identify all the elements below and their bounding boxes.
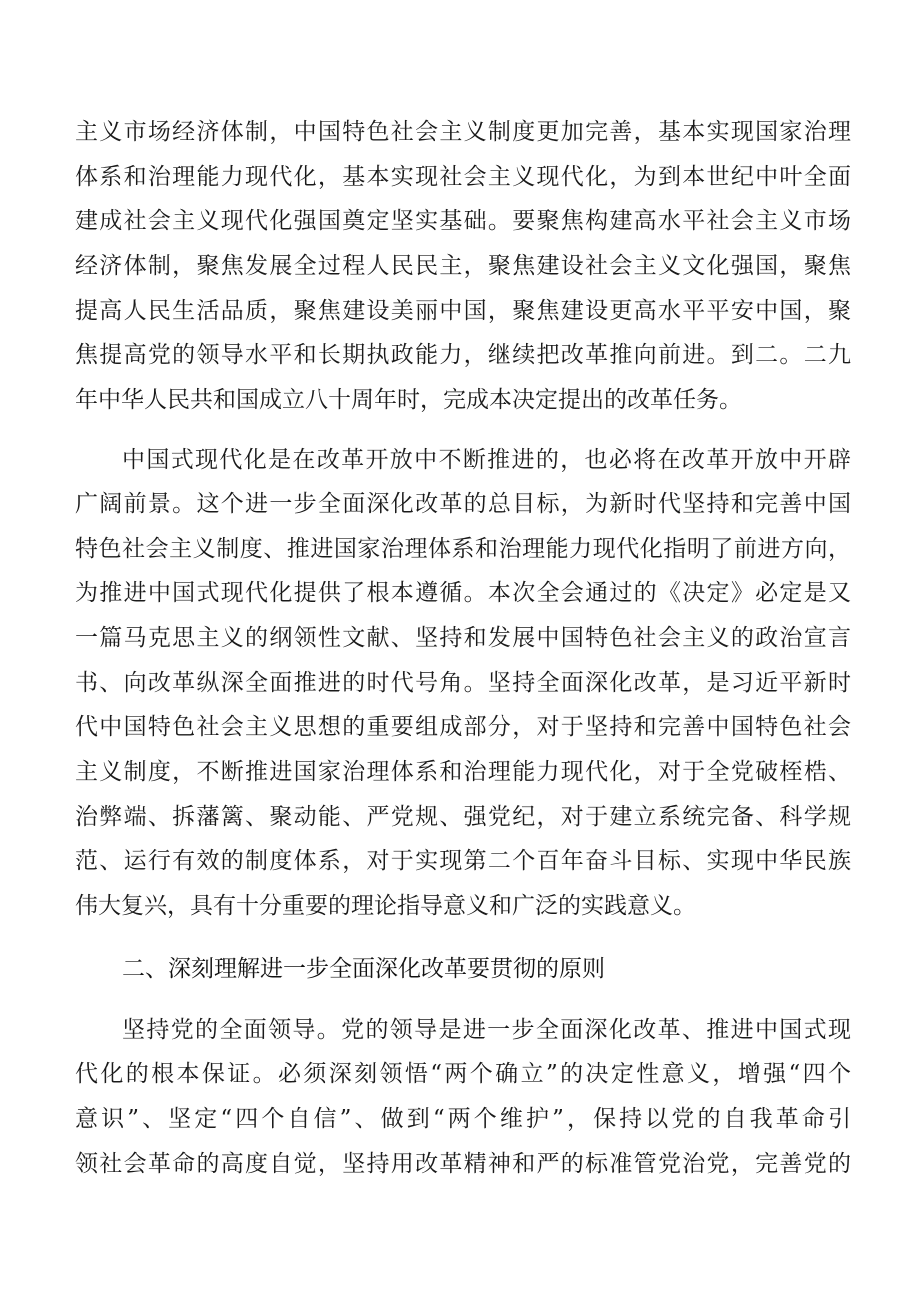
paragraph-line: 伟大复兴，具有十分重要的理论指导意义和广泛的实践意义。: [75, 893, 696, 919]
paragraph-line: 体系和治理能力现代化，基本实现社会主义现代化，为到本世纪中叶全面: [75, 164, 851, 190]
paragraph-line: 治弊端、拆藩篱、聚动能、严党规、强党纪，对于建立系统完备、科学规: [75, 804, 851, 830]
paragraph-line: 中国式现代化是在改革开放中不断推进的，也必将在改革开放中开辟: [122, 447, 851, 473]
paragraph-line: 特色社会主义制度、推进国家治理体系和治理能力现代化指明了前进方向，: [75, 536, 851, 562]
paragraph-line: 焦提高党的领导水平和长期执政能力，继续把改革推向前进。到二。二九: [75, 342, 851, 368]
paragraph-line: 主义制度，不断推进国家治理体系和治理能力现代化，对于全党破桎梏、: [75, 759, 851, 785]
paragraph-line: 范、运行有效的制度体系，对于实现第二个百年奋斗目标、实现中华民族: [75, 848, 851, 874]
paragraph-line: 书、向改革纵深全面推进的时代号角。坚持全面深化改革，是习近平新时: [75, 670, 851, 696]
paragraph-line: 广阔前景。这个进一步全面深化改革的总目标，为新时代坚持和完善中国: [75, 491, 851, 517]
paragraph-line: 主义市场经济体制，中国特色社会主义制度更加完善，基本实现国家治理: [75, 119, 851, 145]
paragraph-line: 建成社会主义现代化强国奠定坚实基础。要聚焦构建高水平社会主义市场: [75, 208, 851, 234]
paragraph-line: 一篇马克思主义的纲领性文献、坚持和发展中国特色社会主义的政治宣言: [75, 625, 851, 651]
paragraph-line: 代中国特色社会主义思想的重要组成部分，对于坚持和完善中国特色社会: [75, 714, 851, 740]
paragraph-line: 年中华人民共和国成立八十周年时，完成本决定提出的改革任务。: [75, 387, 742, 413]
section-heading: 二、深刻理解进一步全面深化改革要贯彻的原则: [122, 956, 605, 982]
paragraph-line: 提高人民生活品质，聚焦建设美丽中国，聚焦建设更高水平平安中国，聚: [75, 298, 851, 324]
paragraph-line: 代化的根本保证。必须深刻领悟“两个确立”的决定性意义，增强“四个: [75, 1061, 851, 1087]
paragraph-line: 经济体制，聚焦发展全过程人民民主，聚焦建设社会主义文化强国，聚焦: [75, 253, 851, 279]
paragraph-line: 领社会革命的高度自觉，坚持用改革精神和严的标准管党治党，完善党的: [75, 1151, 851, 1177]
paragraph-line: 坚持党的全面领导。党的领导是进一步全面深化改革、推进中国式现: [122, 1017, 851, 1043]
paragraph-line: 为推进中国式现代化提供了根本遵循。本次全会通过的《决定》必定是又: [75, 580, 851, 606]
paragraph-line: 意识”、坚定“四个自信”、做到“两个维护”，保持以党的自我革命引: [75, 1106, 851, 1132]
